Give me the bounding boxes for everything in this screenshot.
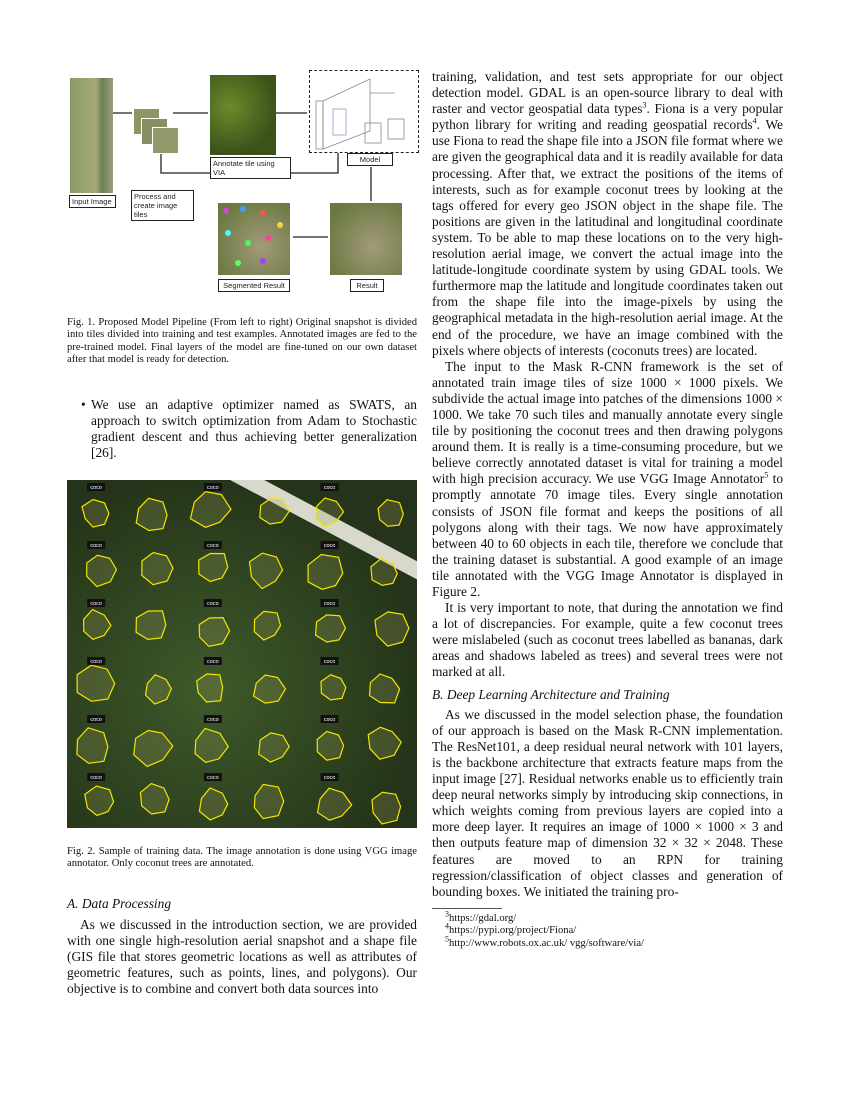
annotate-tile-image bbox=[210, 75, 276, 155]
annotation-label: coco bbox=[90, 543, 102, 549]
coconut-polygon bbox=[197, 674, 223, 702]
annotation-label: coco bbox=[323, 659, 336, 665]
annotation-label: coco bbox=[207, 485, 219, 491]
coconut-polygon bbox=[260, 499, 290, 524]
footnote-number: 4 bbox=[445, 921, 449, 931]
coconut-polygon bbox=[82, 500, 109, 528]
coconut-polygon bbox=[254, 675, 286, 703]
coconut-polygon bbox=[378, 500, 403, 527]
coconut-polygon bbox=[136, 611, 166, 640]
section-a-text bbox=[67, 917, 417, 997]
footnote-number: 5 bbox=[445, 934, 449, 944]
coconut-polygon bbox=[254, 611, 280, 640]
coconut-polygon bbox=[199, 788, 227, 820]
annotation-label: coco bbox=[207, 775, 219, 781]
bullet-icon: • bbox=[81, 397, 86, 412]
text: The input to the Mask R-CNN framework is the set of annotated train image tiles of size 1000 × 1000 pixels. We subdivide the actual image into patches of the dimensions 1000 × 1000. We take 70 such tiles and manually annotate every single tile by positioning the coconut trees and then drawing polygons around them. It is really is a time-consuming procedure, but we believe correctly annotated dataset is vital for training a model with high precision accuracy. We use VGG Image Annotator bbox=[432, 358, 783, 487]
paragraph: It is very important to note, that during the annotation we find a lot of discrepancies. For example, quite a few coconut trees were mislabeled (such as coconut trees labelled as bananas, dark areas and shadows labeled as trees) and several trees were not marked at all. bbox=[432, 600, 783, 680]
footnote-ref: 4 bbox=[752, 116, 757, 126]
text: . We use Fiona to read the shape file into a JSON file format where we are given the geographical data and it is readily available for data processing. After that, we extract the positions of the items of interests, such as for example coconut trees by looking at the tags offered for every geo JSON object in the shape file. The positions are given in the latitudinal and longitudinal coordinate system. To be able to map these locations on to the very high-resolution aerial image, we convert the actual image into the latitude-longitude coordinate system by using GDAL tools. We furthermore map the latitude and longitude coordinates taken out from the shape file into the image-pixels by using the geographical metadata in the high-resolution aerial image. At the end of the procedure, we have an image combined with the pixels where objects of interests (coconuts trees) are located. bbox=[432, 117, 783, 358]
paragraph bbox=[432, 69, 783, 359]
label-annotate-tile: Annotate tile using VIA bbox=[210, 157, 291, 179]
coconut-polygon bbox=[321, 675, 346, 700]
paragraph: As we discussed in the introduction section, we are provided with one single high-resolution aerial snapshot and a shape file (GIS file that stores geometric locations as well as attributes of geometric features, such as points, lines, and polygons). Our objective is to combine and convert both data sources into bbox=[67, 917, 417, 997]
figure-2-caption: Fig. 2. Sample of training data. The image annotation is done using VGG image annotator. Only coconut trees are annotated. bbox=[67, 846, 417, 870]
coconut-polygon bbox=[317, 731, 343, 760]
footnote-number: 3 bbox=[445, 909, 449, 919]
coconut-polygon bbox=[372, 792, 401, 824]
text: . Fiona is a very popular python library for writing and reading geospatial records bbox=[432, 101, 783, 133]
coconut-polygon bbox=[371, 558, 397, 585]
footnote-link[interactable]: http://www.robots.ox.ac.uk/ vgg/software/via/ bbox=[449, 937, 644, 949]
bullet-text: We use an adaptive optimizer named as SWATS, an approach to switch optimization from Adam to Stochastic gradient descent and thus achieving better generalization [26]. bbox=[91, 397, 417, 461]
paragraph bbox=[432, 359, 783, 600]
coconut-polygon bbox=[316, 498, 344, 527]
coconut-polygon bbox=[375, 612, 409, 646]
polygon-layer bbox=[77, 492, 409, 824]
coconut-polygon bbox=[254, 784, 283, 818]
coconut-polygon bbox=[142, 553, 173, 585]
footnote bbox=[445, 934, 783, 951]
footnotes bbox=[445, 909, 783, 951]
label-model: Model bbox=[347, 153, 393, 166]
coconut-polygon bbox=[190, 492, 231, 528]
coconut-polygon bbox=[136, 498, 167, 530]
coconut-polygon bbox=[199, 618, 229, 647]
section-b-heading: B. Deep Learning Architecture and Training bbox=[432, 686, 670, 702]
coconut-polygon bbox=[316, 615, 346, 642]
footnote-ref: 5 bbox=[764, 470, 769, 480]
input-image bbox=[70, 78, 113, 193]
coconut-polygon bbox=[318, 788, 352, 820]
coconut-polygon bbox=[134, 731, 173, 767]
coconut-polygon bbox=[140, 784, 169, 815]
tile-3 bbox=[152, 127, 179, 154]
annotation-label: coco bbox=[90, 601, 102, 607]
coconut-polygon bbox=[250, 553, 283, 588]
label-segmented-result: Segmented Result bbox=[218, 279, 290, 292]
coconut-polygon bbox=[195, 728, 228, 762]
footnote-rule bbox=[432, 908, 502, 909]
paragraph: As we discussed in the model selection phase, the foundation of our approach is based on the Mask R-CNN implementation. The ResNet101, a deep residual neural network with 101 layers, is the backbone architecture that extracts feature maps from the input image [27]. Residual networks enable us to efficiently train deep neural networks simply by introducing skip connections, in which weights coming from previous layers are copied into a more deep layer. It requires an image of 1000 × 1000 × 3 and then outputs feature map of dimension 32 × 32 × 2048. These features are moved to an RPN for training regression/classification of object classes and generation of bounding boxes. We initiated the training pro- bbox=[432, 706, 783, 899]
footnote-ref: 3 bbox=[642, 100, 647, 110]
figure-1 bbox=[60, 65, 430, 305]
label-result: Result bbox=[350, 279, 384, 292]
model-diagram bbox=[309, 70, 419, 153]
annotation-label: coco bbox=[90, 659, 102, 665]
footnote bbox=[445, 909, 783, 926]
coconut-polygon bbox=[77, 665, 115, 701]
label-input-image: Input Image bbox=[69, 195, 116, 208]
result-image bbox=[330, 203, 402, 275]
annotation-label: coco bbox=[323, 601, 336, 607]
coconut-polygon bbox=[84, 610, 111, 640]
coconut-polygon bbox=[308, 555, 343, 590]
annotation-label: coco bbox=[323, 485, 336, 491]
annotation-label: coco bbox=[323, 775, 336, 781]
coconut-polygon bbox=[368, 727, 401, 759]
annotation-label: coco bbox=[90, 717, 102, 723]
annotation-label: coco bbox=[323, 717, 336, 723]
coconut-polygon bbox=[85, 786, 114, 815]
text: to promptly annotate 70 image tiles. Every single annotation consists of JSON file format and keeps the positions of all polygons along with their tags. We now have approximately between 40 to 60 objects in each tile, therefore we conclude that the training dataset is substantial. A good example of an image tile annotated with the VGG Image Annotator is displayed in Figure 2. bbox=[432, 471, 784, 599]
text: training, validation, and test sets appropriate for our object detection model. GDAL is an open-source library to deal with raster and vector geospatial data types bbox=[432, 69, 783, 117]
annotation-label: coco bbox=[323, 543, 336, 549]
annotation-label: coco bbox=[207, 717, 219, 723]
annotation-label: coco bbox=[90, 485, 102, 491]
section-a-heading: A. Data Processing bbox=[67, 896, 172, 911]
coconut-polygon bbox=[199, 554, 228, 582]
footnote-link[interactable]: https://gdal.org/ bbox=[449, 912, 517, 924]
figure-2-image bbox=[67, 480, 417, 828]
footnote-link[interactable]: https://pypi.org/project/Fiona/ bbox=[449, 925, 577, 937]
coconut-polygon bbox=[146, 675, 172, 704]
right-column bbox=[432, 69, 783, 951]
annotation-polygons bbox=[67, 480, 417, 828]
bullet-item bbox=[67, 397, 417, 461]
annotation-label: coco bbox=[207, 601, 219, 607]
label-process-tiles: Process and create image tiles bbox=[131, 190, 194, 221]
figure-1-caption: Fig. 1. Proposed Model Pipeline (From left to right) Original snapshot is divided into tiles divided into training and test examples. Annotated images are fed to the pre-trained model. Final layers of the model are fine-tuned on our own dataset after that model is ready for detection. bbox=[67, 317, 417, 365]
coconut-polygon bbox=[77, 728, 108, 764]
coconut-polygon bbox=[370, 674, 400, 703]
footnote bbox=[445, 921, 783, 938]
coconut-polygon bbox=[87, 555, 117, 586]
annotation-label: coco bbox=[90, 775, 102, 781]
annotation-label: coco bbox=[207, 543, 219, 549]
annotation-label: coco bbox=[207, 659, 219, 665]
segmented-result-image bbox=[218, 203, 290, 275]
coconut-polygon bbox=[259, 733, 290, 762]
